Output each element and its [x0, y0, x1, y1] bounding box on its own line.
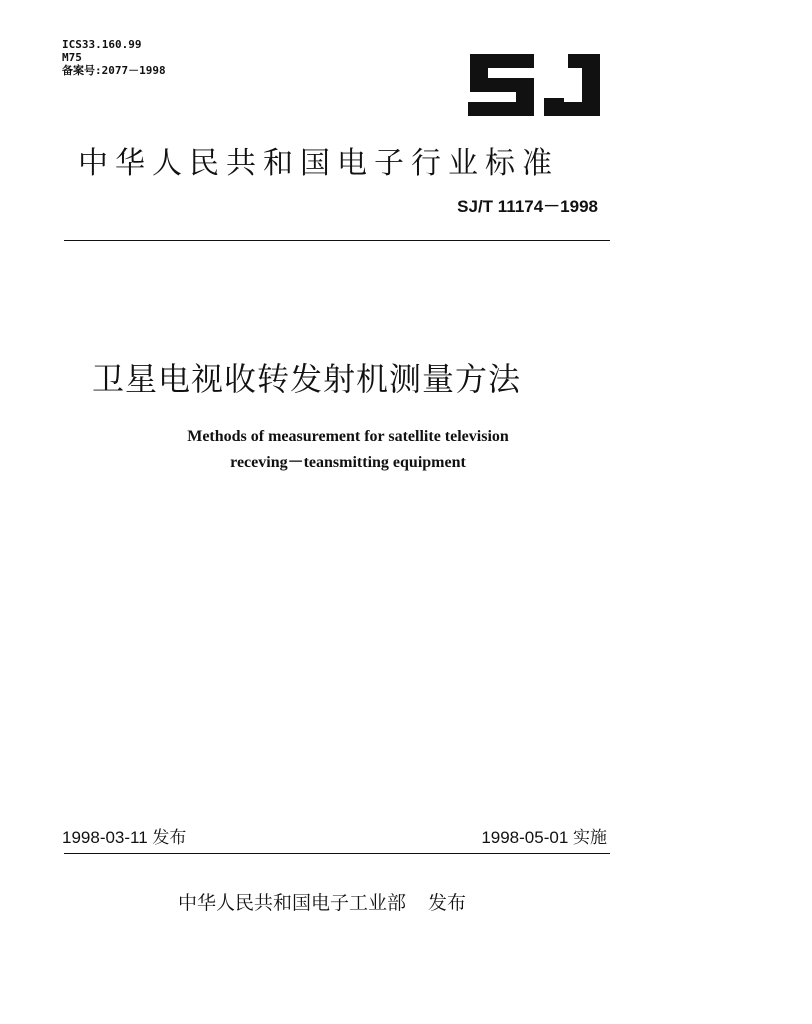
title-english-line-2: receving－teansmitting equipment	[230, 454, 466, 471]
effective-date: 1998-05-01 实施	[481, 828, 607, 847]
document-title-chinese: 卫星电视收转发射机测量方法	[92, 360, 522, 398]
issue-date: 1998-03-11 发布	[62, 828, 187, 847]
standard-number: SJ/T 11174－1998	[457, 197, 598, 216]
filing-number: 备案号:2077－1998	[62, 64, 166, 77]
issuer-action: 发布	[428, 892, 467, 914]
issuer-name: 中华人民共和国电子工业部	[178, 892, 407, 914]
issuer-line	[178, 888, 466, 915]
classification-block	[62, 38, 166, 77]
issuing-body-header: 中华人民共和国电子行业标准	[78, 146, 559, 181]
footer-divider	[64, 853, 610, 854]
sj-logo	[464, 54, 600, 116]
document-title-english	[100, 424, 596, 476]
header-divider	[64, 240, 610, 241]
ics-code: ICS33.160.99	[62, 38, 142, 51]
ccs-code: M75	[62, 51, 82, 64]
title-english-line-1: Methods of measurement for satellite television	[187, 428, 509, 445]
